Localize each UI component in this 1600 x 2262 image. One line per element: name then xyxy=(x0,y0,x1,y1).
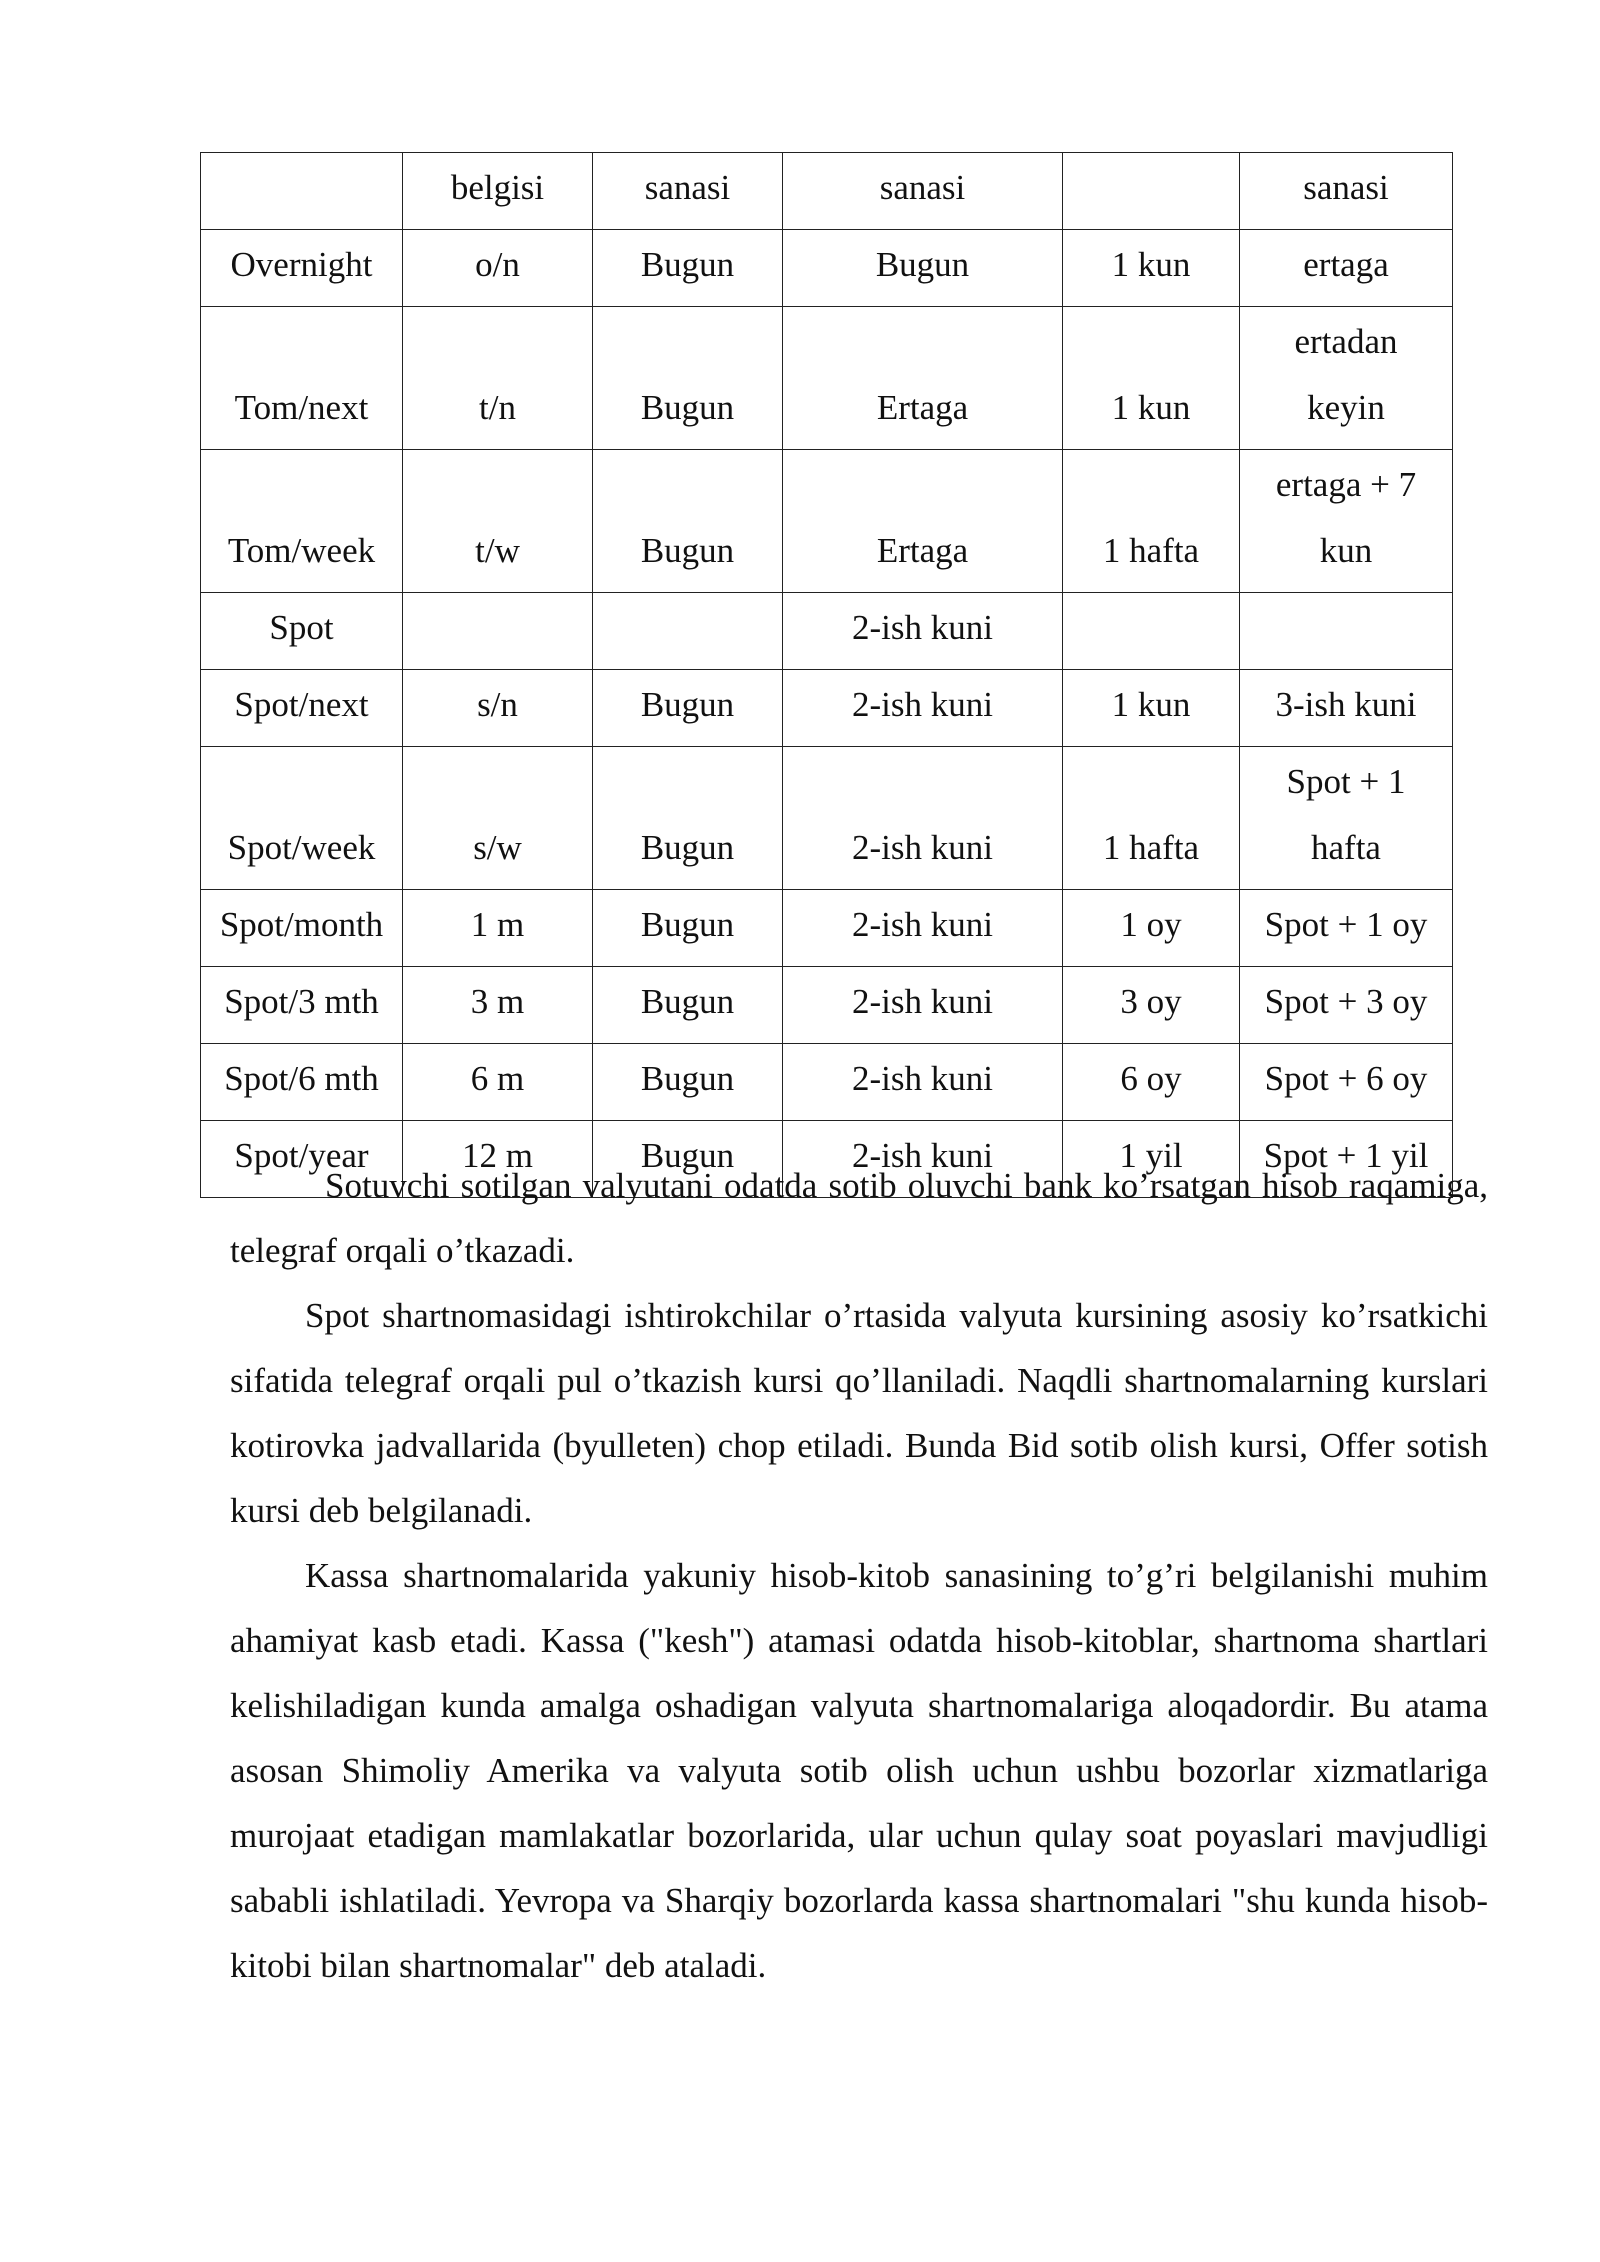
table-cell xyxy=(201,153,403,230)
table-cell: 1 hafta xyxy=(1063,450,1240,593)
cell-line: kun xyxy=(1319,531,1373,570)
table-cell: Bugun xyxy=(783,230,1063,307)
table-cell: 6 m xyxy=(403,1044,593,1121)
paragraph: Spot shartnomasidagi ishtirokchilar o’rtasida valyuta kursining asosiy ko’rsatkichi sifatida telegraf orqali pul o’tkazish kursi qo’llaniladi. Naqdli shartnomalarning kurslari kotirovka jadvallarida (byulleten) chop etiladi. Bunda Bid sotib olish kursi, Offer sotish kursi deb belgilanadi. xyxy=(230,1296,1488,1530)
table-cell xyxy=(1240,593,1453,670)
table-cell: o/n xyxy=(403,230,593,307)
table-cell: sanasi xyxy=(593,153,783,230)
table-cell: Spot/year xyxy=(201,1121,403,1198)
table-cell: 2-ish kuni xyxy=(783,670,1063,747)
table-cell: s/w xyxy=(403,747,593,890)
table-cell xyxy=(1063,153,1240,230)
table-row xyxy=(201,890,1453,967)
paragraph: Sotuvchi sotilgan valyutani odatda sotib oluvchi bank ko’rsatgan hisob raqamiga, telegraf orqali o’tkazadi. xyxy=(230,1166,1488,1270)
table-cell: 12 m xyxy=(403,1121,593,1198)
table-cell: 1 m xyxy=(403,890,593,967)
table-cell: 1 kun xyxy=(1063,230,1240,307)
table-cell: Spot/next xyxy=(201,670,403,747)
table-cell xyxy=(1240,307,1453,450)
table-cell: sanasi xyxy=(1240,153,1453,230)
table-row xyxy=(201,747,1453,890)
table-cell: 2-ish kuni xyxy=(783,1044,1063,1121)
table-row xyxy=(201,593,1453,670)
table-row xyxy=(201,153,1453,230)
table-cell xyxy=(593,593,783,670)
table-cell: 2-ish kuni xyxy=(783,967,1063,1044)
table-cell: Spot + 6 oy xyxy=(1240,1044,1453,1121)
table-cell: Bugun xyxy=(593,670,783,747)
table-cell: Spot/3 mth xyxy=(201,967,403,1044)
paragraph: Kassa shartnomalarida yakuniy hisob-kitob sanasining to’g’ri belgilanishi muhim ahamiyat kasb etadi. Kassa ("kesh") atamasi odatda hisob-kitoblar, shartnoma shartlari kelishiladigan kunda amalga oshadigan valyuta shartnomalariga aloqadordir. Bu atama asosan Shimoliy Amerika va valyuta sotib olish uchun ushbu bozorlar xizmatlariga murojaat etadigan mamlakatlar bozorlarida, ular uchun qulay soat poyaslari mavjudligi sababli ishlatiladi. Yevropa va Sharqiy bozorlarda kassa shartnomalari "shu kunda hisob-kitobi bilan shartnomalar" deb ataladi. xyxy=(230,1556,1488,1985)
table-cell: Spot/month xyxy=(201,890,403,967)
table-cell: sanasi xyxy=(783,153,1063,230)
table-cell: Spot + 3 oy xyxy=(1240,967,1453,1044)
table-cell: Ertaga xyxy=(783,450,1063,593)
table-cell: Bugun xyxy=(593,747,783,890)
table-row xyxy=(201,230,1453,307)
table-cell xyxy=(1240,450,1453,593)
table-cell: 1 kun xyxy=(1063,307,1240,450)
table-cell: Bugun xyxy=(593,230,783,307)
table-body xyxy=(201,153,1453,1198)
table-cell: Tom/week xyxy=(201,450,403,593)
table-row xyxy=(201,307,1453,450)
table-cell: 2-ish kuni xyxy=(783,747,1063,890)
table-cell: t/w xyxy=(403,450,593,593)
table-cell xyxy=(1063,593,1240,670)
table-row xyxy=(201,670,1453,747)
table-cell: 1 kun xyxy=(1063,670,1240,747)
table-cell: Bugun xyxy=(593,1044,783,1121)
body-text xyxy=(230,1153,1488,1998)
cell-line: keyin xyxy=(1307,388,1385,427)
cell-line: hafta xyxy=(1311,828,1381,867)
cell-line: ertaga + 7 xyxy=(1275,465,1417,504)
table-cell: 3 m xyxy=(403,967,593,1044)
table-cell: 2-ish kuni xyxy=(783,890,1063,967)
table-cell: Tom/next xyxy=(201,307,403,450)
table-cell: t/n xyxy=(403,307,593,450)
table-cell: 1 hafta xyxy=(1063,747,1240,890)
table-cell: Spot/week xyxy=(201,747,403,890)
table-cell: 3-ish kuni xyxy=(1240,670,1453,747)
table-cell: Spot + 1 oy xyxy=(1240,890,1453,967)
table-cell: Spot/6 mth xyxy=(201,1044,403,1121)
table-cell: 1 oy xyxy=(1063,890,1240,967)
table-cell: Spot + 1 yil xyxy=(1240,1121,1453,1198)
table-cell: 2-ish kuni xyxy=(783,593,1063,670)
table-row xyxy=(201,967,1453,1044)
table-cell: s/n xyxy=(403,670,593,747)
table-cell: Bugun xyxy=(593,450,783,593)
table-cell: Spot xyxy=(201,593,403,670)
table-cell: Ertaga xyxy=(783,307,1063,450)
table-cell: 1 yil xyxy=(1063,1121,1240,1198)
table-cell: Bugun xyxy=(593,890,783,967)
table-cell: 3 oy xyxy=(1063,967,1240,1044)
cell-line: ertadan xyxy=(1294,322,1398,361)
table-cell: Bugun xyxy=(593,967,783,1044)
table-row xyxy=(201,450,1453,593)
table-cell: Bugun xyxy=(593,1121,783,1198)
table-cell: Overnight xyxy=(201,230,403,307)
settlement-dates-table xyxy=(200,152,1453,1198)
table-cell: Bugun xyxy=(593,307,783,450)
table-cell: ertaga xyxy=(1240,230,1453,307)
table-cell xyxy=(1240,747,1453,890)
table-cell: 2-ish kuni xyxy=(783,1121,1063,1198)
table-cell xyxy=(403,593,593,670)
table-row xyxy=(201,1044,1453,1121)
table-cell: belgisi xyxy=(403,153,593,230)
cell-line: Spot + 1 xyxy=(1286,762,1406,801)
table-cell: 6 oy xyxy=(1063,1044,1240,1121)
